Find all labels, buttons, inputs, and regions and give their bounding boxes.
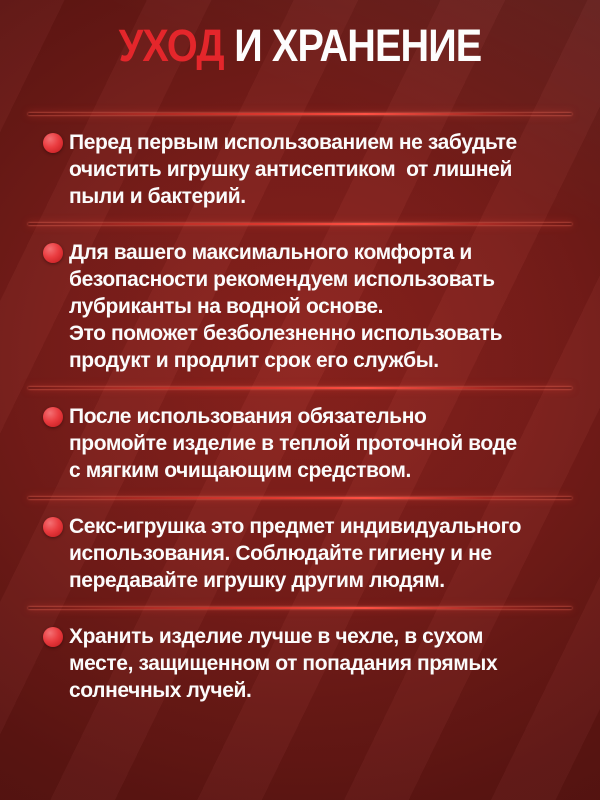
bullet-line: безопасности рекомендуем использовать bbox=[69, 268, 495, 291]
bullet-line: солнечных лучей. bbox=[69, 679, 252, 702]
bullet-text bbox=[69, 623, 497, 704]
bullet-line: пыли и бактерий. bbox=[69, 185, 246, 208]
item-divider bbox=[28, 223, 572, 225]
title-highlight: УХОД bbox=[118, 20, 224, 71]
bullet-line: Для вашего максимального комфорта и bbox=[69, 241, 472, 264]
list-item bbox=[0, 403, 600, 484]
title-rest: И ХРАНЕНИЕ bbox=[234, 20, 482, 71]
list-item bbox=[0, 513, 600, 594]
bullet-dot-icon bbox=[43, 517, 63, 537]
bullet-line: Это поможет безболезненно использовать bbox=[69, 322, 503, 345]
care-tips-list bbox=[0, 129, 600, 704]
bullet-text bbox=[69, 513, 521, 594]
list-item bbox=[0, 623, 600, 704]
bullet-line: После использования обязательно bbox=[69, 405, 427, 428]
item-divider bbox=[28, 387, 572, 389]
bullet-line: использования. Соблюдайте гигиену и не bbox=[69, 542, 492, 565]
bullet-line: Перед первым использованием не забудьте bbox=[69, 131, 517, 154]
bullet-dot-icon bbox=[43, 243, 63, 263]
page-title bbox=[36, 22, 564, 70]
bullet-dot-icon bbox=[43, 133, 63, 153]
item-divider bbox=[28, 607, 572, 609]
title-divider bbox=[28, 113, 572, 115]
bullet-dot-icon bbox=[43, 407, 63, 427]
bullet-line: Хранить изделие лучше в чехле, в сухом bbox=[69, 625, 484, 648]
bullet-dot-icon bbox=[43, 627, 63, 647]
bullet-line: с мягким очищающим средством. bbox=[69, 459, 411, 482]
bullet-line: Секс-игрушка это предмет индивидуального bbox=[69, 515, 522, 538]
list-item bbox=[0, 129, 600, 210]
bullet-line: лубриканты на водной основе. bbox=[69, 295, 384, 318]
bullet-text bbox=[69, 239, 502, 374]
item-divider bbox=[28, 497, 572, 499]
bullet-line: очистить игрушку антисептиком от лишней bbox=[69, 158, 512, 181]
bullet-text bbox=[69, 403, 517, 484]
bullet-line: продукт и продлит срок его службы. bbox=[69, 349, 439, 372]
list-item bbox=[0, 239, 600, 374]
bullet-text bbox=[69, 129, 517, 210]
bullet-line: промойте изделие в теплой проточной воде bbox=[69, 432, 517, 455]
bullet-line: месте, защищенном от попадания прямых bbox=[69, 652, 498, 675]
bullet-line: передавайте игрушку другим людям. bbox=[69, 569, 445, 592]
